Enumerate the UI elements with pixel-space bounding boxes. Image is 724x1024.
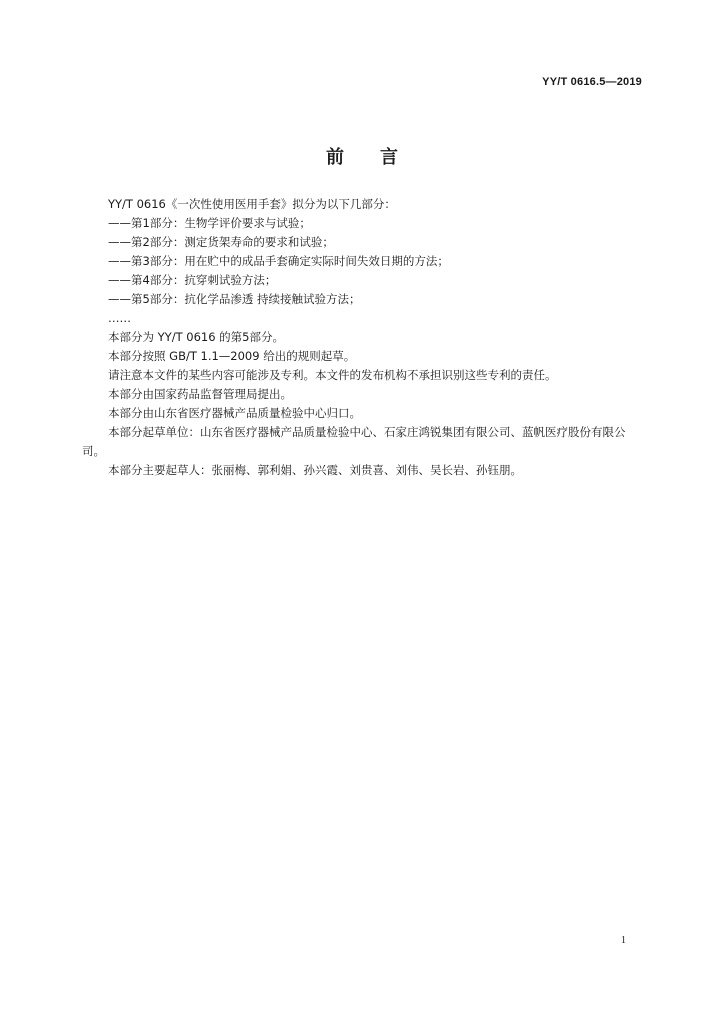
list-item: ——第1部分：生物学评价要求与试验；	[108, 216, 311, 230]
paragraph: 请注意本文件的某些内容可能涉及专利。本文件的发布机构不承担识别这些专利的责任。	[108, 368, 557, 382]
paragraph: 本部分按照 GB/T 1.1—2009 给出的规则起草。	[108, 349, 356, 363]
paragraph: 本部分起草单位：山东省医疗器械产品质量检验中心、石家庄鸿锐集团有限公司、蓝帆医疗股份有限公司。	[82, 425, 626, 458]
list-item: ——第3部分：用在贮中的成品手套确定实际时间失效日期的方法；	[108, 254, 449, 268]
foreword-body	[82, 195, 644, 480]
paragraph: YY/T 0616《一次性使用医用手套》拟分为以下几部分：	[108, 197, 396, 211]
list-ellipsis: ……	[108, 311, 131, 325]
list-item: ——第4部分：抗穿刺试验方法；	[108, 273, 277, 287]
page-number: 1	[621, 935, 626, 946]
paragraph: 本部分主要起草人：张丽梅、郭利娟、孙兴霞、刘贵喜、刘伟、吴长岩、孙钰朋。	[108, 463, 522, 477]
document-code: YY/T 0616.5—2019	[542, 76, 642, 88]
list-item: ——第2部分：测定货架寿命的要求和试验；	[108, 235, 334, 249]
page-title: 前言	[326, 147, 434, 168]
paragraph: 本部分由国家药品监督管理局提出。	[108, 387, 292, 401]
list-item: ——第5部分：抗化学品渗透 持续接触试验方法；	[108, 292, 361, 306]
paragraph: 本部分为 YY/T 0616 的第5部分。	[108, 330, 284, 344]
paragraph: 本部分由山东省医疗器械产品质量检验中心归口。	[108, 406, 361, 420]
